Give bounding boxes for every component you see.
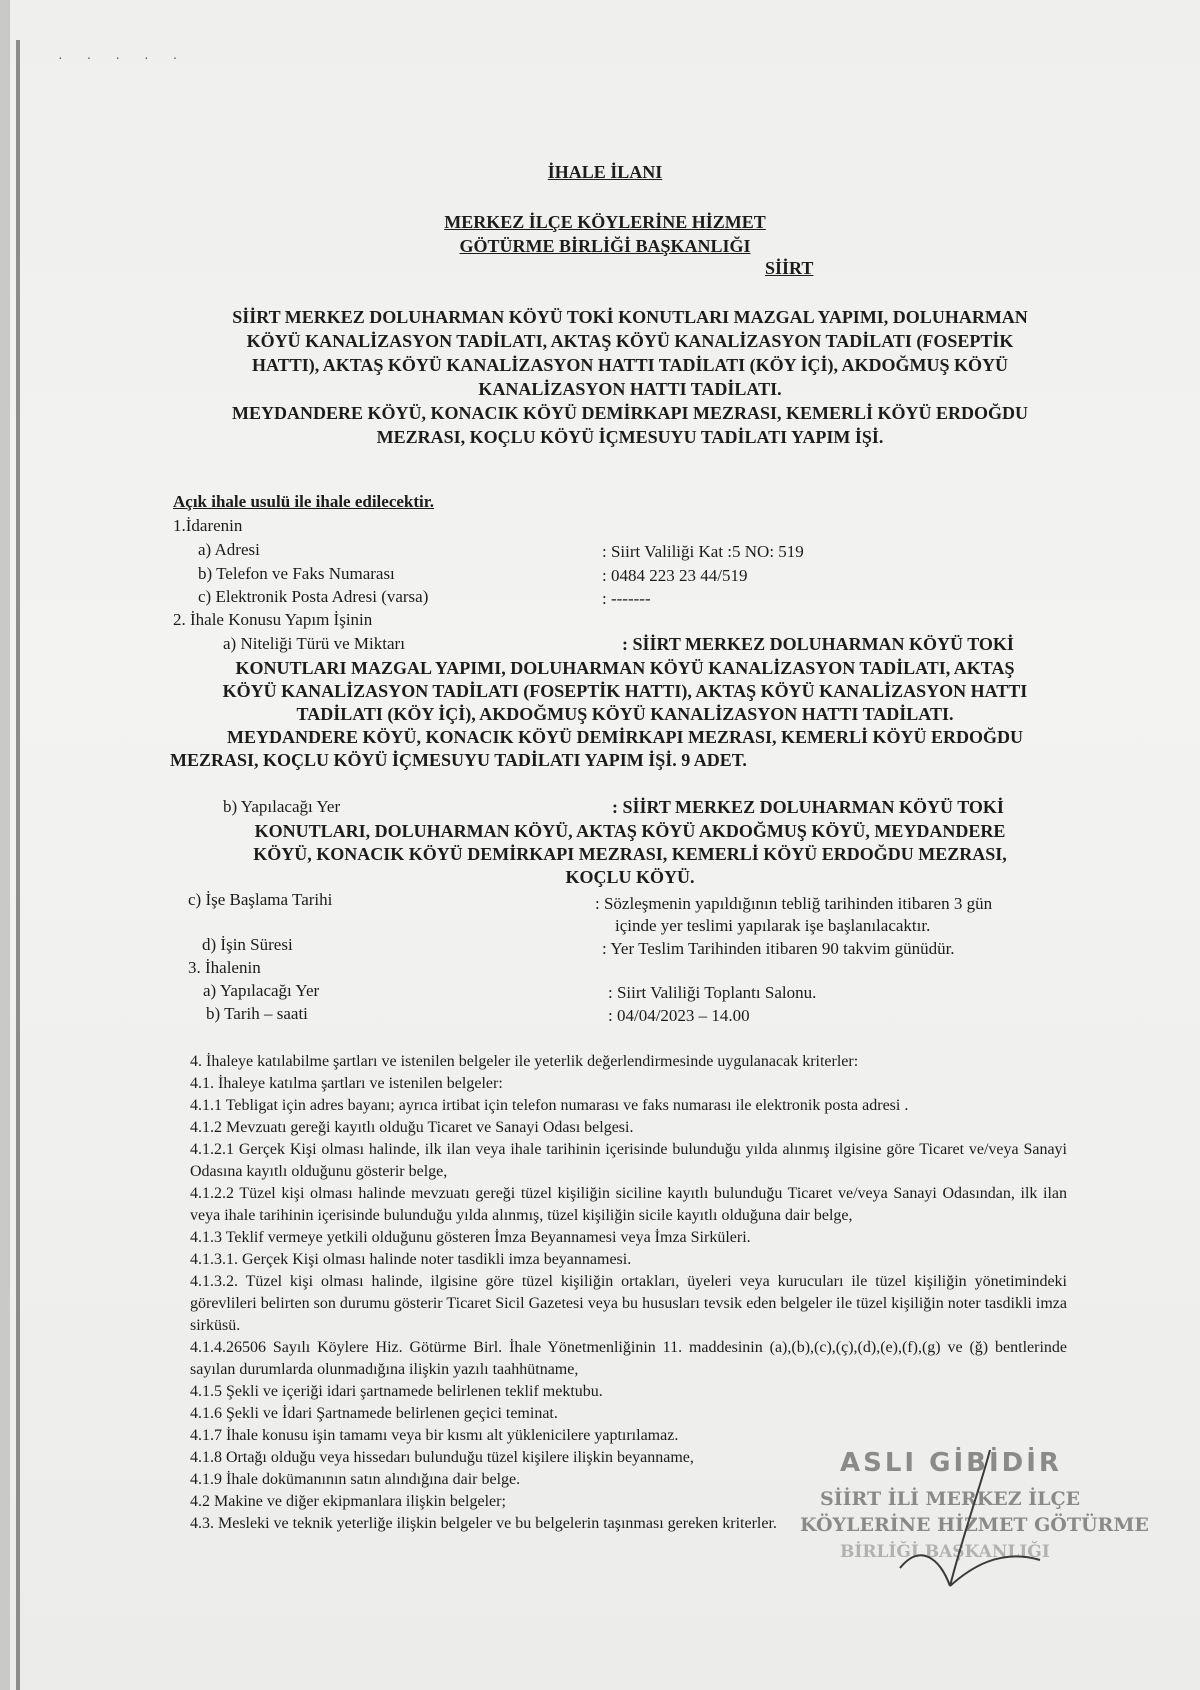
section-2-heading: 2. İhale Konusu Yapım İşinin xyxy=(173,610,373,629)
tender-date-value: : 04/04/2023 – 14.00 xyxy=(608,1006,750,1025)
duration-value: : Yer Teslim Tarihinden itibaren 90 takvim günüdür. xyxy=(602,939,955,958)
address-label: a) Adresi xyxy=(198,540,260,559)
phone-label: b) Telefon ve Faks Numarası xyxy=(198,564,395,583)
nature-line: KONUTLARI MAZGAL YAPIMI, DOLUHARMAN KÖYÜ KANALİZASYON TADİLATI, AKTAŞ xyxy=(235,658,1015,678)
condition-item: 4.1.2 Mevzuatı gereği kayıtlı olduğu Ticaret ve Sanayi Odası belgesi. xyxy=(190,1119,634,1136)
tender-place-label: a) Yapılacağı Yer xyxy=(203,981,320,1000)
condition-item: 4.1.3 Teklif vermeye yetkili olduğunu gösteren İmza Beyannamesi veya İmza Sirküleri. xyxy=(190,1229,751,1246)
procedure-statement: Açık ihale usulü ile ihale edilecektir. xyxy=(173,492,434,511)
title-line: KÖYÜ KANALİZASYON TADİLATI, AKTAŞ KÖYÜ KANALİZASYON TADİLATI (FOSEPTİK xyxy=(246,331,1014,351)
scan-dots: ····· xyxy=(58,52,202,67)
place-line: KONUTLARI, DOLUHARMAN KÖYÜ, AKTAŞ KÖYÜ AKDOĞMUŞ KÖYÜ, MEYDANDERE xyxy=(254,821,1006,841)
city: SİİRT xyxy=(765,258,814,278)
condition-item: 4.1.4.26506 Sayılı Köylere Hiz. Götürme Birl. İhale Yönetmenliğinin 11. maddesinin (a),(b),(c),(ç),(d),(e),(f),(g) ve (ğ) bentlerinde sayılan durumlarda olunmadığına ilişkin yazılı taahhütname, xyxy=(190,1339,1067,1378)
condition-item: 4.1.3.1. Gerçek Kişi olması halinde noter tasdikli imza beyannamesi. xyxy=(190,1251,632,1268)
phone-value: : 0484 223 23 44/519 xyxy=(602,566,748,585)
section-3-heading: 3. İhalenin xyxy=(188,958,261,977)
project-title xyxy=(190,305,1070,449)
nature-line: MEYDANDERE KÖYÜ, KONACIK KÖYÜ DEMİRKAPI MEZRASI, KEMERLİ KÖYÜ ERDOĞDU xyxy=(226,727,1024,747)
condition-item: 4.1.9 İhale dokümanının satın alındığına dair belge. xyxy=(190,1471,521,1488)
title-line: MEYDANDERE KÖYÜ, KONACIK KÖYÜ DEMİRKAPI MEZRASI, KEMERLİ KÖYÜ ERDOĞDU xyxy=(231,403,1029,423)
nature-label: a) Niteliği Türü ve Miktarı xyxy=(223,634,405,653)
start-date-value: : Sözleşmenin yapıldığının tebliğ tarihinden itibaren 3 gün xyxy=(595,894,993,913)
section-1-heading: 1.İdarenin xyxy=(173,516,243,535)
condition-item: 4.1.2.2 Tüzel kişi olması halinde mevzuatı gereği tüzel kişiliğin siciline kayıtlı bulunduğu Ticaret ve/veya Sanayi Odasından, ilk ilan veya ihale tarihinin içerisinde bulunduğu yılda alınmış, tüzel kişiliğin sicile kayıtlı olduğuna dair belge, xyxy=(190,1185,1067,1224)
condition-item: 4.1.6 Şekli ve İdari Şartnamede belirlenen geçici teminat. xyxy=(190,1405,558,1422)
condition-item: 4.2 Makine ve diğer ekipmanlara ilişkin belgeler; xyxy=(190,1493,506,1510)
condition-item: 4.1. İhaleye katılma şartları ve istenilen belgeler: xyxy=(190,1075,503,1092)
email-value: : ------- xyxy=(602,589,651,608)
nature-line: TADİLATI (KÖY İÇİ), AKDOĞMUŞ KÖYÜ KANALİZASYON HATTI TADİLATI. xyxy=(296,704,954,724)
stamp-line-2: SİİRT İLİ MERKEZ İLÇE xyxy=(820,1488,1081,1510)
condition-item: 4.1.5 Şekli ve içeriği idari şartnamede belirlenen teklif mektubu. xyxy=(190,1383,603,1400)
place-label: b) Yapılacağı Yer xyxy=(223,797,341,816)
nature-value-first: : SİİRT MERKEZ DOLUHARMAN KÖYÜ TOKİ xyxy=(622,634,1014,654)
condition-item: 4.1.8 Ortağı olduğu veya hissedarı bulunduğu tüzel kişilere ilişkin beyanname, xyxy=(190,1449,694,1466)
place-line: KOÇLU KÖYÜ. xyxy=(565,867,695,887)
duration-label: d) İşin Süresi xyxy=(202,935,293,954)
place-line: KÖYÜ, KONACIK KÖYÜ DEMİRKAPI MEZRASI, KEMERLİ KÖYÜ ERDOĞDU MEZRASI, xyxy=(253,844,1007,864)
notice-title: İHALE İLANI xyxy=(547,162,663,182)
nature-line: KÖYÜ KANALİZASYON TADİLATI (FOSEPTİK HATTI), AKTAŞ KÖYÜ KANALİZASYON HATTI xyxy=(222,681,1028,701)
stamp-line-1: ASLI GİBİDİR xyxy=(840,1448,1062,1478)
title-line: SİİRT MERKEZ DOLUHARMAN KÖYÜ TOKİ KONUTLARI MAZGAL YAPIMI, DOLUHARMAN xyxy=(232,307,1028,327)
title-line: KANALİZASYON HATTI TADİLATI. xyxy=(478,379,782,399)
document-page xyxy=(10,0,1200,1690)
nature-value xyxy=(170,657,1080,772)
condition-item: 4.1.1 Tebligat için adres bayanı; ayrıca irtibat için telefon numarası ve faks numarası ile elektronik posta adresi . xyxy=(190,1097,909,1114)
tender-place-value: : Siirt Valiliği Toplantı Salonu. xyxy=(608,983,817,1002)
title-line: MEZRASI, KOÇLU KÖYÜ İÇMESUYU TADİLATI YAPIM İŞİ. xyxy=(376,427,884,447)
page-edge-shadow xyxy=(16,40,20,1690)
place-value-first: : SİİRT MERKEZ DOLUHARMAN KÖYÜ TOKİ xyxy=(612,797,1004,817)
address-value: : Siirt Valiliği Kat :5 NO: 519 xyxy=(602,542,804,561)
nature-line: MEZRASI, KOÇLU KÖYÜ İÇMESUYU TADİLATI YAPIM İŞİ. 9 ADET. xyxy=(170,750,747,770)
official-stamp xyxy=(800,1448,1149,1588)
condition-item: 4.1.2.1 Gerçek Kişi olması halinde, ilk ilan veya ihale tarihinin içerisinde bulunduğu yılda alınmış ilgisine göre Ticaret ve/veya Sanayi Odasına kayıtlı olduğunu gösterir belge, xyxy=(190,1141,1067,1180)
place-value xyxy=(200,820,1060,889)
stamp-line-4: BİRLİĞİ BAŞKANLIĞI xyxy=(840,1542,1050,1562)
email-label: c) Elektronik Posta Adresi (varsa) xyxy=(198,587,429,606)
title-line: HATTI), AKTAŞ KÖYÜ KANALİZASYON HATTI TADİLATI (KÖY İÇİ), AKDOĞMUŞ KÖYÜ xyxy=(252,355,1008,375)
start-date-value-cont: içinde yer teslimi yapılarak işe başlanılacaktır. xyxy=(615,916,931,935)
condition-item: 4.1.3.2. Tüzel kişi olması halinde, ilgisine göre tüzel kişiliğin ortakları, üyeleri veya kurucuları ile tüzel kişiliğin yönetimindeki görevlileri belirten son durumu gösterir Ticaret Sicil Gazetesi veya bu hususları tevsik eden belgeler ile tüzel kişiliğin noter tasdikli imza sirküsü. xyxy=(190,1273,1067,1334)
authority-line-1: MERKEZ İLÇE KÖYLERİNE HİZMET xyxy=(444,212,766,232)
signature xyxy=(800,1448,1130,1588)
condition-item: 4. İhaleye katılabilme şartları ve istenilen belgeler ile yeterlik değerlendirmesinde uygulanacak kriterler: xyxy=(190,1053,859,1070)
condition-item: 4.1.7 İhale konusu işin tamamı veya bir kısmı alt yüklenicilere yaptırılamaz. xyxy=(190,1427,679,1444)
stamp-line-3: KÖYLERİNE HİZMET GÖTÜRME xyxy=(800,1514,1149,1536)
condition-item: 4.3. Mesleki ve teknik yeterliğe ilişkin belgeler ve bu belgelerin taşınması gereken kriterler. xyxy=(190,1515,777,1532)
start-date-label: c) İşe Başlama Tarihi xyxy=(188,890,333,909)
tender-date-label: b) Tarih – saati xyxy=(206,1004,308,1023)
authority-line-2: GÖTÜRME BİRLİĞİ BAŞKANLIĞI xyxy=(459,236,751,256)
